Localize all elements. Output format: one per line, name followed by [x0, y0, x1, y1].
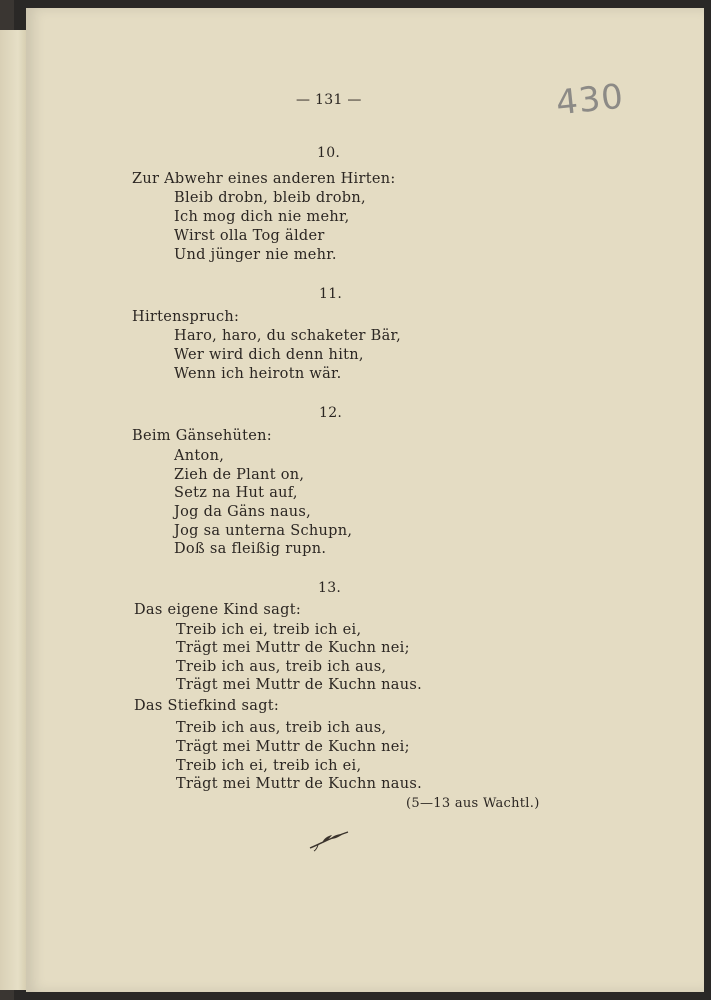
- section-intro: Das Stiefkind sagt:: [134, 698, 280, 714]
- source-citation: (5—13 aus Wachtl.): [406, 796, 540, 811]
- section-number: 13.: [318, 580, 342, 596]
- section-intro: Hirtenspruch:: [132, 309, 240, 325]
- verse-line: Ich mog dich nie mehr,: [174, 209, 350, 225]
- verse-line: Und jünger nie mehr.: [174, 247, 337, 263]
- verse-line: Jog sa unterna Schupn,: [174, 523, 353, 539]
- verse-line: Haro, haro, du schaketer Bär,: [174, 328, 402, 344]
- page-number: — 131 —: [296, 92, 362, 108]
- verse-line: Treib ich ei, treib ich ei,: [176, 622, 362, 638]
- section-number: 12.: [319, 405, 343, 421]
- section-intro: Zur Abwehr eines anderen Hirten:: [132, 171, 396, 187]
- section-number: 10.: [317, 145, 341, 161]
- sprig-ornament-icon: [308, 826, 352, 852]
- verse-line: Trägt mei Muttr de Kuchn nei;: [176, 640, 410, 656]
- verse-line: Wirst olla Tog älder: [174, 228, 325, 244]
- verse-line: Zieh de Plant on,: [174, 467, 305, 483]
- verse-line: Treib ich ei, treib ich ei,: [176, 758, 362, 774]
- verse-line: Jog da Gäns naus,: [174, 504, 312, 520]
- verse-line: Wenn ich heirotn wär.: [174, 366, 342, 382]
- verse-line: Treib ich aus, treib ich aus,: [176, 720, 387, 736]
- verse-line: Setz na Hut auf,: [174, 485, 298, 501]
- verse-line: Wer wird dich denn hitn,: [174, 347, 364, 363]
- verse-line: Doß sa fleißig rupn.: [174, 541, 327, 557]
- verse-line: Trägt mei Muttr de Kuchn nei;: [176, 739, 410, 755]
- verse-line: Bleib drobn, bleib drobn,: [174, 190, 366, 206]
- verse-line: Anton,: [174, 448, 225, 464]
- verse-line: Trägt mei Muttr de Kuchn naus.: [176, 677, 423, 693]
- handwritten-page-note: 430: [554, 76, 626, 124]
- section-intro: Beim Gänsehüten:: [132, 428, 272, 444]
- section-number: 11.: [319, 286, 343, 302]
- verse-line: Trägt mei Muttr de Kuchn naus.: [176, 776, 423, 792]
- book-page: [26, 8, 704, 992]
- verse-line: Treib ich aus, treib ich aus,: [176, 659, 387, 675]
- section-intro: Das eigene Kind sagt:: [134, 602, 302, 618]
